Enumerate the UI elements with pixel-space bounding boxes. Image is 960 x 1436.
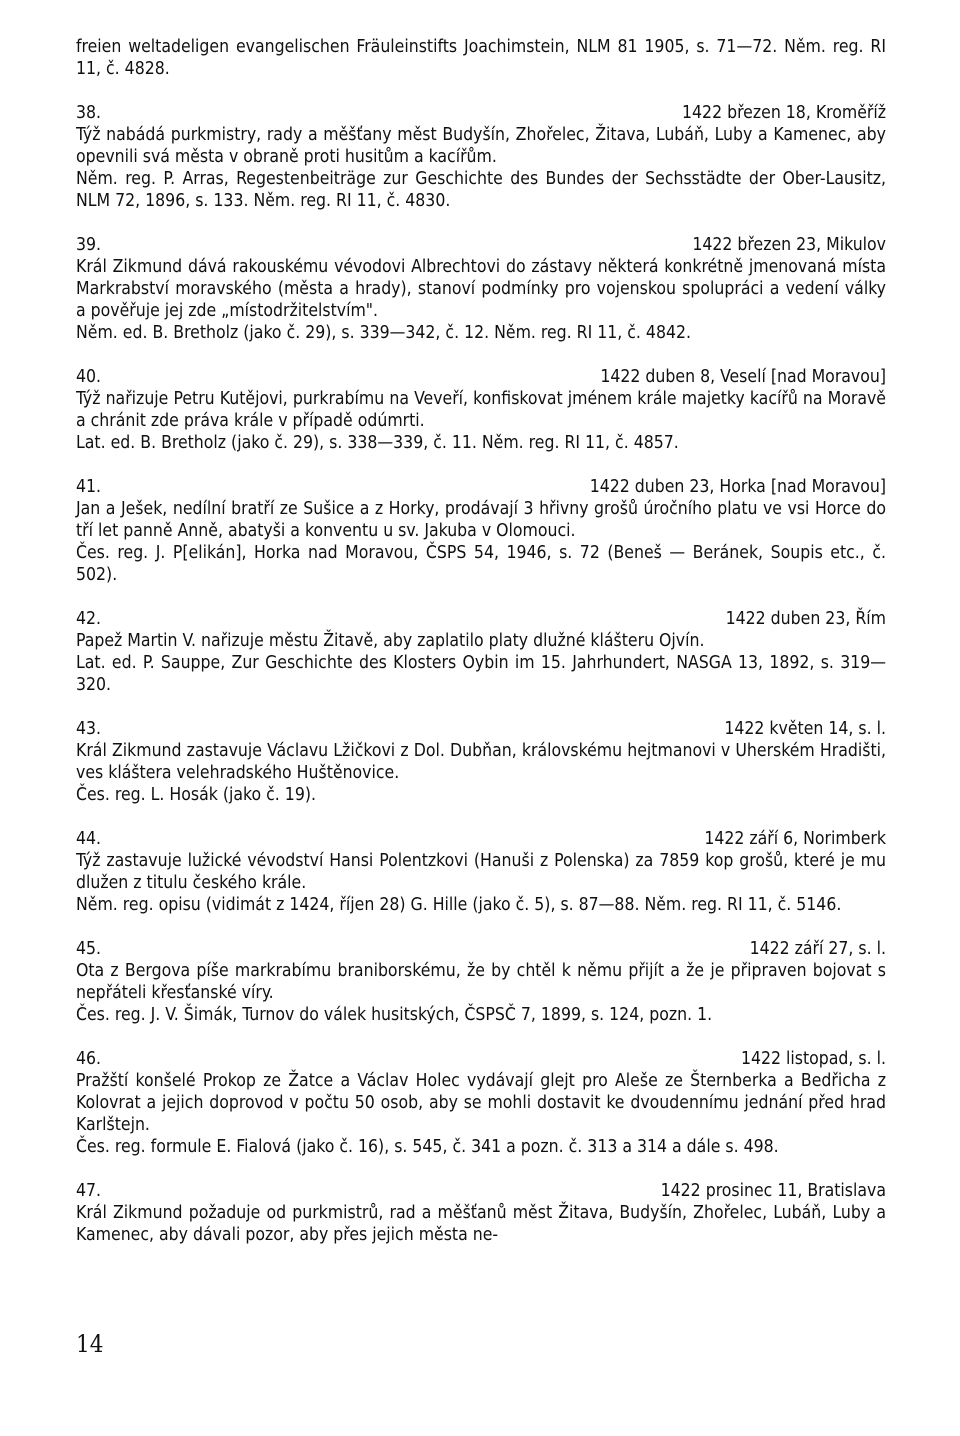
entry-source: Čes. reg. formule E. Fialová (jako č. 16), s. 545, č. 341 a pozn. č. 313 a 314 a dále s. 498. [76, 1137, 779, 1157]
entry-number: 45. [76, 939, 102, 959]
entry-38 [76, 102, 886, 212]
entry-date-place: 1422 září 27, s. l. [749, 939, 886, 959]
entry-source: Lat. ed. P. Sauppe, Zur Geschichte des Klosters Oybin im 15. Jahrhundert, NASGA 13, 1892, s. 319—320. [76, 653, 886, 695]
entry-47 [76, 1180, 886, 1246]
entry-source: Čes. reg. J. P[elikán], Horka nad Moravou, ČSPS 54, 1946, s. 72 (Beneš — Beránek, Soupis etc., č. 502). [76, 543, 886, 585]
entry-date-place: 1422 duben 23, Horka [nad Moravou] [589, 477, 886, 497]
entry-text: Pražští konšelé Prokop ze Žatce a Václav Holec vydávají glejt pro Aleše ze Šternberka a Bedřicha z Kolovrat a jejich doprovod v počtu 50 osob, aby se mohli dostavit ke dvoudennímu jednání před hrad Karlštejn. [76, 1071, 886, 1135]
entry-header [76, 102, 886, 124]
entry-42 [76, 608, 886, 696]
entry-44 [76, 828, 886, 916]
entry-number: 41. [76, 477, 102, 497]
entry-text: Ota z Bergova píše markrabímu braniborskému, že by chtěl k němu přijít a že je připraven bojovat s nepřáteli křesťanské víry. [76, 961, 886, 1003]
entry-header [76, 1048, 886, 1070]
entry-text: Jan a Ješek, nedílní bratří ze Sušice a z Horky, prodávají 3 hřivny grošů úročního platu ve vsi Horce do tří let panně Anně, abatyši a konventu u sv. Jakuba v Olomouci. [76, 499, 886, 541]
entry-text: Král Zikmund zastavuje Václavu Lžičkovi z Dol. Dubňan, královskému hejtmanovi v Uherském Hradišti, ves kláštera velehradského Huštěnovice. [76, 741, 886, 783]
entry-source: Něm. reg. opisu (vidimát z 1424, říjen 28) G. Hille (jako č. 5), s. 87—88. Něm. reg. RI 11, č. 5146. [76, 895, 842, 915]
entry-text: Papež Martin V. nařizuje městu Žitavě, aby zaplatilo platy dlužné klášteru Ojvín. [76, 631, 705, 651]
entry-source: Čes. reg. J. V. Šimák, Turnov do válek husitských, ČSPSČ 7, 1899, s. 124, pozn. 1. [76, 1005, 713, 1025]
entry-43 [76, 718, 886, 806]
entry-header [76, 828, 886, 850]
entry-source: Něm. ed. B. Bretholz (jako č. 29), s. 339—342, č. 12. Něm. reg. RI 11, č. 4842. [76, 323, 691, 343]
entry-date-place: 1422 prosinec 11, Bratislava [660, 1181, 886, 1201]
entry-date-place: 1422 březen 23, Mikulov [692, 235, 886, 255]
entry-45 [76, 938, 886, 1026]
entry-header [76, 476, 886, 498]
entry-39 [76, 234, 886, 344]
page-number: 14 [76, 1330, 104, 1358]
entry-number: 40. [76, 367, 102, 387]
entry-40 [76, 366, 886, 454]
entry-header [76, 1180, 886, 1202]
entry-header [76, 608, 886, 630]
entry-header [76, 234, 886, 256]
entry-date-place: 1422 listopad, s. l. [740, 1049, 886, 1069]
entry-header [76, 938, 886, 960]
entry-number: 44. [76, 829, 102, 849]
entry-text: Týž nařizuje Petru Kutějovi, purkrabímu na Veveří, konfiskovat jménem krále majetky kacířů na Moravě a chránit zde práva krále v případě odúmrti. [76, 389, 886, 431]
entry-source: Lat. ed. B. Bretholz (jako č. 29), s. 338—339, č. 11. Něm. reg. RI 11, č. 4857. [76, 433, 679, 453]
entry-date-place: 1422 září 6, Norimberk [704, 829, 886, 849]
entry-number: 39. [76, 235, 102, 255]
entry-date-place: 1422 duben 23, Řím [725, 609, 886, 629]
entry-41 [76, 476, 886, 586]
entry-date-place: 1422 duben 8, Veselí [nad Moravou] [600, 367, 886, 387]
entry-text: Týž nabádá purkmistry, rady a měšťany měst Budyšín, Zhořelec, Žitava, Lubáň, Luby a Kamenec, aby opevnili svá města v obraně proti husitům a kacířům. [76, 125, 886, 167]
entry-source: Čes. reg. L. Hosák (jako č. 19). [76, 785, 316, 805]
intro-paragraph: freien weltadeligen evangelischen Fräuleinstifts Joachimstein, NLM 81 1905, s. 71—72. Něm. reg. RI 11, č. 4828. [76, 37, 886, 79]
entry-number: 43. [76, 719, 102, 739]
document-page [76, 36, 886, 1246]
entry-text: Král Zikmund dává rakouskému vévodovi Albrechtovi do zástavy některá konkrétně jmenovaná místa Markrabství moravského (města a hrady), stanoví podmínky pro vojenskou spolupráci a vedení války a pověřuje jej zde „místodržitelstvím". [76, 257, 886, 321]
entry-number: 38. [76, 103, 102, 123]
entry-date-place: 1422 květen 14, s. l. [724, 719, 886, 739]
entry-header [76, 718, 886, 740]
entry-source: Něm. reg. P. Arras, Regestenbeiträge zur Geschichte des Bundes der Sechsstädte der Ober-Lausitz, NLM 72, 1896, s. 133. Něm. reg. RI 11, č. 4830. [76, 169, 886, 211]
entry-number: 46. [76, 1049, 102, 1069]
entry-text: Týž zastavuje lužické vévodství Hansi Polentzkovi (Hanuši z Polenska) za 7859 kop grošů, které je mu dlužen z titulu českého krále. [76, 851, 886, 893]
entry-date-place: 1422 březen 18, Kroměříž [682, 103, 886, 123]
entry-46 [76, 1048, 886, 1158]
entry-header [76, 366, 886, 388]
entry-number: 42. [76, 609, 102, 629]
entry-number: 47. [76, 1181, 102, 1201]
entry-text: Král Zikmund požaduje od purkmistrů, rad a měšťanů měst Žitava, Budyšín, Zhořelec, Lubáň, Luby a Kamenec, aby dávali pozor, aby přes jejich města ne- [76, 1203, 886, 1245]
